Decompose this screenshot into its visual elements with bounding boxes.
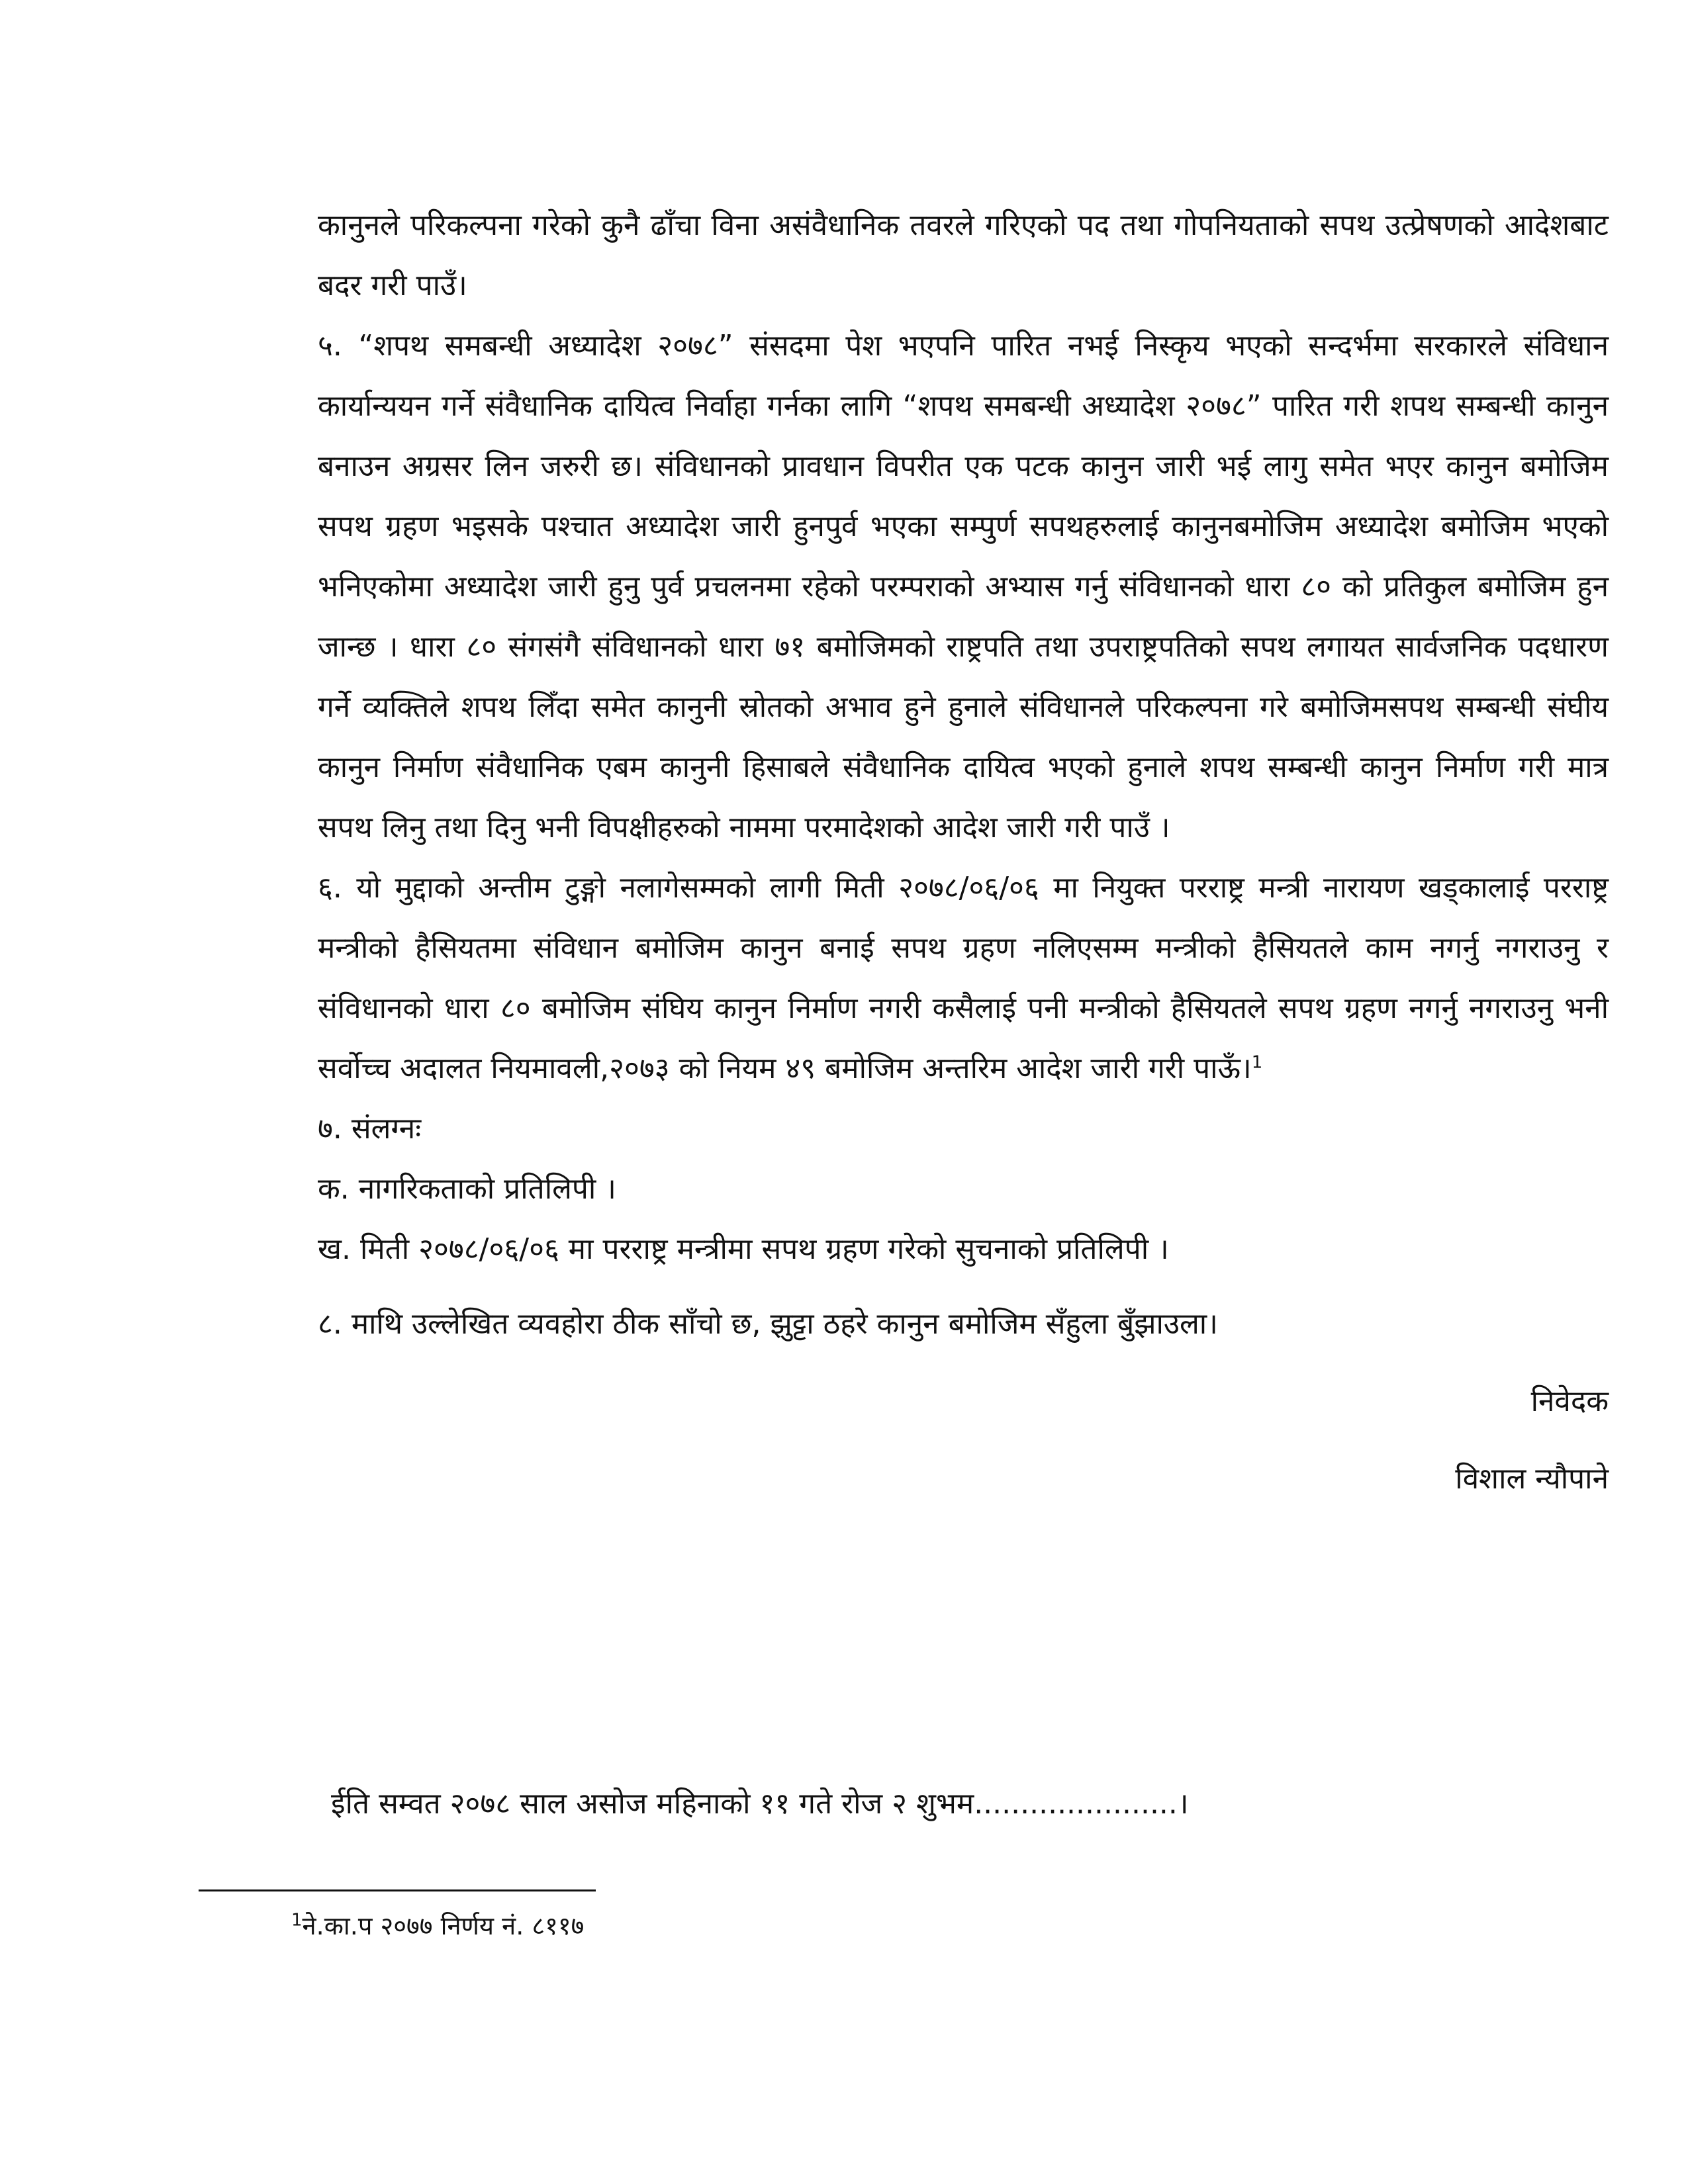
spacer: [318, 1354, 1609, 1371]
attachment-item-kha: ख. मिती २०७८/०६/०६ मा परराष्ट्र मन्त्रीमा सपथ ग्रहण गरेको सुचनाको प्रतिलिपी ।: [318, 1232, 1169, 1266]
signature-name: विशाल न्यौपाने: [1455, 1462, 1609, 1496]
point-5: ५. “शपथ समबन्धी अध्यादेश २०७८” संसदमा पेश भएपनि पारित नभई निस्कृय भएको सन्दर्भमा सरकारले संविधान कार्यान्ययन गर्ने संवैधानिक दायित्व निर्वाहा गर्नका लागि “शपथ समबन्धी अध्यादेश २०७८” पारित गरी शपथ सम्बन्धी कानुन बनाउन अग्रसर लिन जरुरी छ। संविधानको प्रावधान विपरीत एक पटक कानुन जारी भई लागु समेत भएर कानुन बमोजिम सपथ ग्रहण भइसके पश्चात अध्यादेश जारी हुनपुर्व भएका सम्पुर्ण सपथहरुलाई कानुनबमोजिम अध्यादेश बमोजिम भएको भनिएकोमा अध्यादेश जारी हुनु पुर्व प्रचलनमा रहेको परम्पराको अभ्यास गर्नु संविधानको धारा ८० को प्रतिकुल बमोजिम हुन जान्छ । धारा ८० संगसंगै संविधानको धारा ७१ बमोजिमको राष्ट्रपति तथा उपराष्ट्रपतिको सपथ लगायत सार्वजनिक पदधारण गर्ने व्यक्तिले शपथ लिँदा समेत कानुनी स्रोतको अभाव हुने हुनाले संविधानले परिकल्पना गरे बमोजिमसपथ सम्बन्धी संघीय कानुन निर्माण संवैधानिक एबम कानुनी हिसाबले संवैधानिक दायित्व भएको हुनाले शपथ सम्बन्धी कानुन निर्माण गरी मात्र सपथ लिनु तथा दिनु भनी विपक्षीहरुको नाममा परमादेशको आदेश जारी गरी पाउँ ।: [318, 329, 1609, 844]
document-body: [318, 195, 1609, 1509]
point-6: [318, 858, 1609, 1099]
closing-date-line: ईति सम्वत २०७८ साल असोज महिनाको ११ गते रोज २ शुभम......................।: [331, 1787, 1189, 1821]
attachment-item-ka: क. नागरिकताको प्रतिलिपी ।: [318, 1172, 616, 1206]
spacer: [318, 1432, 1609, 1449]
signature-role: निवेदक: [1530, 1385, 1609, 1418]
footnote: [291, 1906, 584, 1946]
paragraph-continuation: कानुनले परिकल्पना गरेको कुनै ढाँचा विना असंवैधानिक तवरले गरिएको पद तथा गोपनियताको सपथ उत्प्रेषणको आदेशबाट बदर गरी पाउँ।: [318, 208, 1609, 302]
footnote-number: 1: [291, 1910, 303, 1931]
point-8-declaration: ८. माथि उल्लेखित व्यवहोरा ठीक साँचो छ, झुट्टा ठहरे कानुन बमोजिम सँहुला बुँझाउला।: [318, 1307, 1218, 1341]
footnote-text: ने.का.प २०७७ निर्णय नं. ८११७: [302, 1911, 585, 1940]
point-7-attachments-heading: ७. संलग्नः: [318, 1112, 422, 1146]
footnote-separator: [199, 1889, 596, 1891]
spacer: [318, 1279, 1609, 1294]
footnote-reference: 1: [1251, 1052, 1263, 1073]
point-6-text: ६. यो मुद्दाको अन्तीम टुङ्गो नलागेसम्मको लागी मिती २०७८/०६/०६ मा नियुक्त परराष्ट्र मन्त्री नारायण खड्कालाई परराष्ट्र मन्त्रीको हैसियतमा संविधान बमोजिम कानुन बनाई सपथ ग्रहण नलिएसम्म मन्त्रीको हैसियतले काम नगर्नु नगराउनु र संविधानको धारा ८० बमोजिम संघिय कानुन निर्माण नगरी कसैलाई पनी मन्त्रीको हैसियतले सपथ ग्रहण नगर्नु नगराउनु भनी सर्वोच्च अदालत नियमावली,२०७३ को नियम ४९ बमोजिम अन्तरिम आदेश जारी गरी पाऊँ।: [318, 871, 1609, 1085]
